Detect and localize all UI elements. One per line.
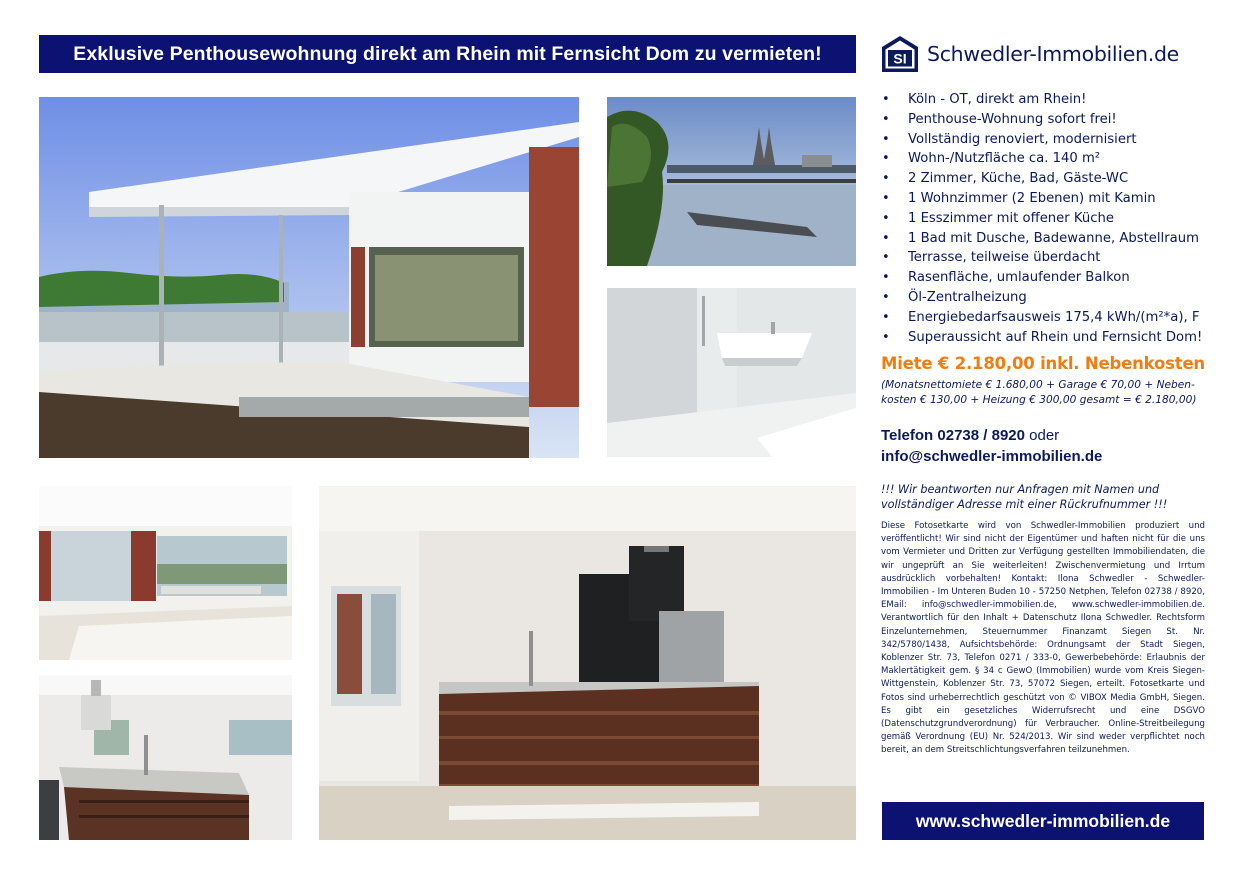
feature-item: • Superaussicht auf Rhein und Fernsicht Dom! bbox=[881, 328, 1221, 348]
logo-house-icon bbox=[881, 35, 919, 73]
contact-phone[interactable]: Telefon 02738 / 8920 bbox=[881, 427, 1025, 444]
feature-item: • Terrasse, teilweise überdacht bbox=[881, 248, 1221, 268]
feature-item: • 1 Esszimmer mit offener Küche bbox=[881, 209, 1221, 229]
feature-list bbox=[881, 90, 1221, 347]
logo-mark-text: SI bbox=[893, 50, 907, 67]
company-logo bbox=[881, 34, 1179, 74]
feature-item: • Köln - OT, direkt am Rhein! bbox=[881, 90, 1221, 110]
photo-terrace bbox=[39, 97, 579, 458]
photo-rhine-cathedral bbox=[607, 97, 856, 266]
feature-item: • 2 Zimmer, Küche, Bad, Gäste-WC bbox=[881, 169, 1221, 189]
rent-headline: Miete € 2.180,00 inkl. Nebenkosten bbox=[881, 354, 1205, 373]
feature-item: • Wohn-/Nutzfläche ca. 140 m² bbox=[881, 149, 1221, 169]
website-link[interactable]: www.schwedler-immobilien.de bbox=[882, 802, 1204, 840]
feature-item: • Vollständig renoviert, modernisiert bbox=[881, 130, 1221, 150]
rent-breakdown: (Monatsnettomiete € 1.680,00 + Garage € 70,00 + Neben-kosten € 130,00 + Heizung € 300,00 gesamt = € 2.180,00) bbox=[881, 379, 1197, 406]
page-title: Exklusive Penthousewohnung direkt am Rhein mit Fernsicht Dom zu vermieten! bbox=[39, 35, 856, 73]
photo-kitchen-detail bbox=[39, 675, 292, 840]
feature-item: • Energiebedarfsausweis 175,4 kWh/(m²*a), F bbox=[881, 308, 1221, 328]
contact-email-link[interactable]: info@schwedler-immobilien.de bbox=[881, 448, 1103, 465]
photo-bathroom bbox=[607, 288, 856, 457]
contact-or: oder bbox=[1024, 427, 1060, 444]
legal-disclaimer: Diese Fotosetkarte wird von Schwedler-Immobilien produziert und veröffentlicht! Wir sind nicht der Eigentümer und haften nicht für die uns vom Vermieter und Dritten zur Verfügung gestellten Immobiliendaten, die wir ungeprüft an Sie weiterleiten! Zwischenvermietung und Irrtum ausdrücklich vorbehalten! Kontakt: Ilona Schwedler - Schwedler-Immobilien - Im Unteren Buden 10 - 57250 Netphen, Telefon 02738 / 8920, EMail: info@schwedler-immobilien.de, www.schwedler-immobilien.de. Verantwortlich für den Inhalt + Datenschutz Ilona Schwedler. Rechtsform Einzelunternehmen, Steuernummer Finanzamt Siegen St. Nr. 342/5780/1438, Aufsichtsbehörde: Ordnungsamt der Stadt Siegen, Koblenzer Str. 73, Telefon 0271 / 333-0, Gewerbebehörde: Erlaubnis der Maklertätigkeit gem. § 34 c GewO (Immobilien) wurde vom Kreis Siegen-Wittgenstein, Koblenzer Str. 73, 57072 Siegen, erteilt. Fotosetkarte und Fotos sind urheberrechtlich geschützt von © VIBOX Media GmbH, Siegen. Es gibt ein gesetzliches Widerrufsrecht und eine DSGVO (Datenschutzgrundverordnung) für Verbraucher. Online-Streitbeilegung gemäß Verordnung (EU) Nr. 524/2013. Wir sind weder verpflichtet noch bereit, an dem Streitschlichtungsverfahren teilzunehmen. bbox=[881, 521, 1205, 756]
feature-item: • Rasenfläche, umlaufender Balkon bbox=[881, 268, 1221, 288]
feature-item: • Öl-Zentralheizung bbox=[881, 288, 1221, 308]
photo-kitchen bbox=[319, 486, 856, 840]
logo-text: Schwedler-Immobilien.de bbox=[927, 42, 1179, 66]
feature-item: • 1 Wohnzimmer (2 Ebenen) mit Kamin bbox=[881, 189, 1221, 209]
feature-item: • 1 Bad mit Dusche, Badewanne, Abstellraum bbox=[881, 229, 1221, 249]
contact-block bbox=[881, 425, 1102, 467]
photo-living-room bbox=[39, 486, 292, 660]
feature-item: • Penthouse-Wohnung sofort frei! bbox=[881, 110, 1221, 130]
inquiry-notice: !!! Wir beantworten nur Anfragen mit Namen und vollständiger Adresse mit einer Rückrufnummer !!! bbox=[881, 483, 1168, 511]
